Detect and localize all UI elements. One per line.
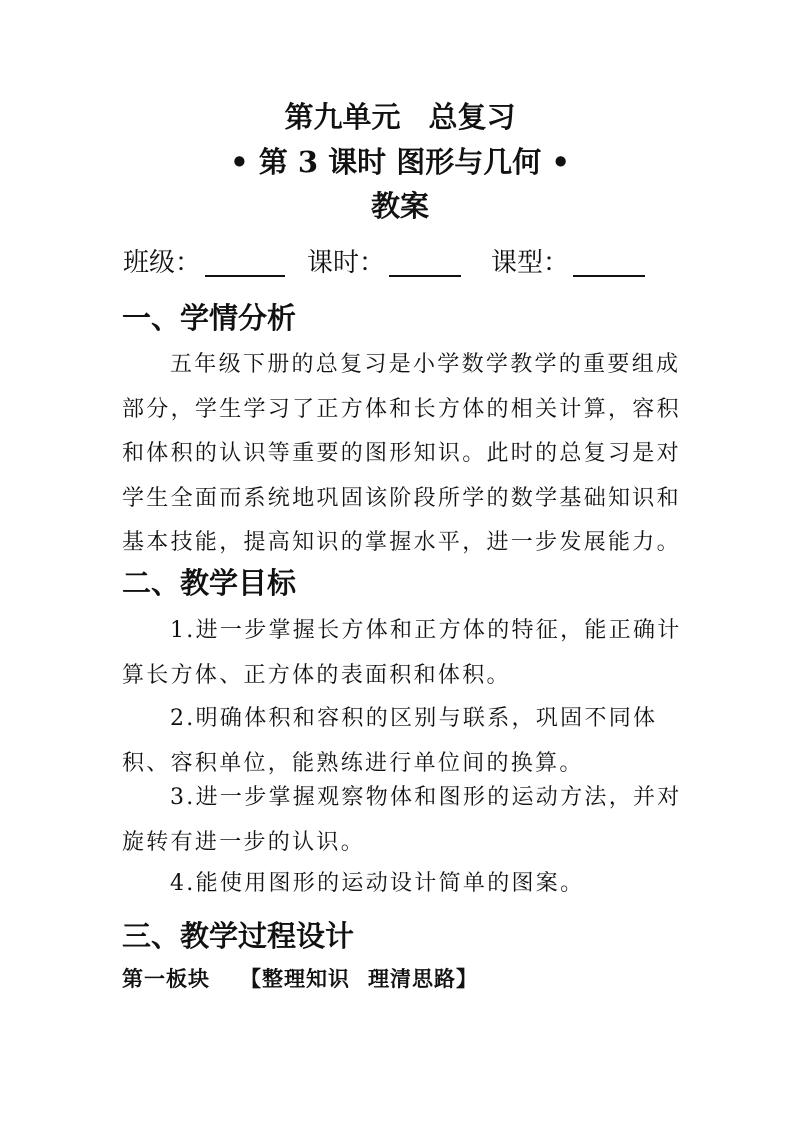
block-title-part1: 【整理知识	[240, 966, 350, 991]
goal-item: 4.能使用图形的运动设计简单的图案。	[170, 871, 585, 896]
class-label: 班级：	[123, 248, 202, 278]
block-label: 第一板块	[122, 966, 210, 991]
unit-title	[0, 97, 800, 137]
period-blank	[389, 245, 461, 277]
goal-item: 3.进一步掌握观察物体和图形的运动方法，并对旋转有进一步的认识。	[122, 785, 682, 855]
section-heading-analysis: 一、学情分析	[122, 301, 297, 335]
class-blank	[205, 245, 285, 277]
goal-item: 1.进一步掌握长方体和正方体的特征，能正确计算长方体、正方体的表面积和体积。	[122, 618, 682, 688]
period-label: 课时：	[307, 248, 386, 278]
block-title-part2: 理清思路】	[368, 966, 478, 991]
section-heading-process: 三、教学过程设计	[122, 919, 355, 953]
meta-fields	[123, 243, 683, 283]
lesson-title: • 第 3 课时 图形与几何 •	[230, 145, 570, 179]
type-blank	[573, 245, 645, 277]
doc-type-title: 教案	[370, 189, 429, 223]
unit-name: 总复习	[428, 100, 516, 134]
analysis-paragraph: 五年级下册的总复习是小学数学教学的重要组成部分，学生学习了正方体和长方体的相关计算，容积和体积的认识等重要的图形知识。此时的总复习是对学生全面而系统地巩固该阶段所学的数学基础知识和基本技能，提高知识的掌握水平，进一步发展能力。	[122, 352, 681, 555]
type-label: 课型：	[491, 248, 570, 278]
unit-number: 第九单元	[284, 100, 401, 134]
section-heading-goals: 二、教学目标	[122, 566, 297, 600]
block-heading	[122, 962, 478, 996]
goal-item: 2.明确体积和容积的区别与联系，巩固不同体积、容积单位，能熟练进行单位间的换算。	[122, 706, 658, 776]
